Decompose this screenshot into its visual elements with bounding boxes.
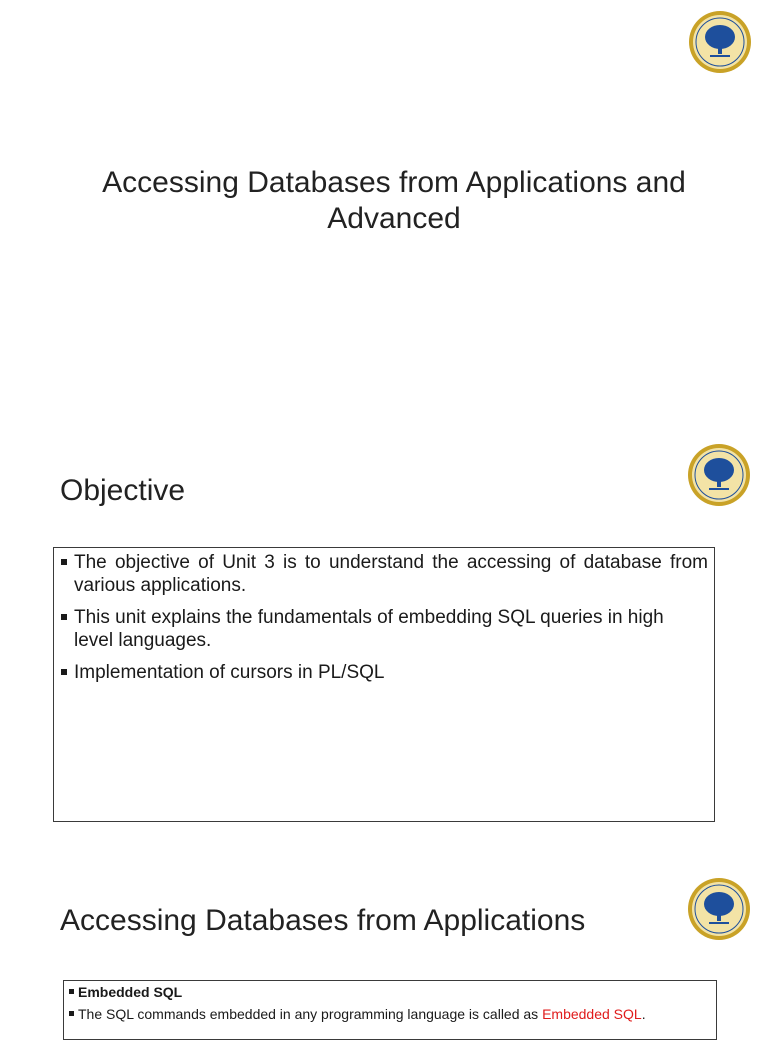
bullet-item: Implementation of cursors in PL/SQL <box>60 661 708 684</box>
university-logo <box>687 877 751 941</box>
content-box <box>53 547 715 822</box>
slide-accessing <box>0 860 768 1024</box>
slide-heading: Accessing Databases from Applications <box>60 904 586 937</box>
bullet-item: This unit explains the fundamentals of embedding SQL queries in high level languages. <box>60 606 708 652</box>
content-box <box>63 980 717 1040</box>
slide-title-text: Accessing Databases from Applications and Advanced <box>102 166 686 235</box>
slide-title <box>0 0 768 420</box>
highlight-term: Embedded SQL <box>542 1006 642 1022</box>
university-seal-tree-icon <box>687 877 751 941</box>
university-seal-tree-icon <box>688 10 752 74</box>
bullet-item: Embedded SQL <box>68 981 712 1003</box>
university-seal-tree-icon <box>687 443 751 507</box>
bullet-item: The objective of Unit 3 is to understand the accessing of database from various applications. <box>60 551 708 597</box>
bullet-text: The SQL commands embedded in any programming language is called as <box>78 1006 543 1022</box>
slide-objective <box>0 430 768 840</box>
university-logo <box>687 443 751 507</box>
bullet-item <box>68 1003 712 1025</box>
university-logo <box>688 10 752 74</box>
slide-heading: Objective <box>60 474 186 507</box>
bullet-period: . <box>641 1006 646 1022</box>
